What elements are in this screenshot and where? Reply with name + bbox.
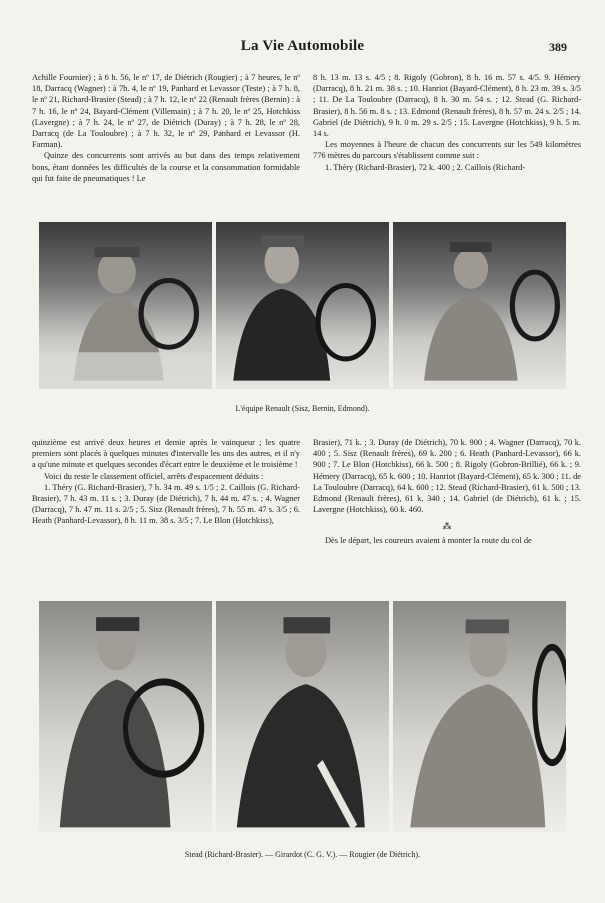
page-header: [0, 38, 605, 58]
paragraph: Voici du reste le classement officiel, arrêts d'espacement déduits :: [44, 471, 264, 481]
paragraph: Les moyennes à l'heure de chacun des concurrents sur les 549 kilomètres 776 mètres du parcours s'établissent comme suit :: [313, 140, 581, 161]
paragraph: 1. Théry (G. Richard-Brasier), 7 h. 34 m. 49 s. 1/5 ; 2. Caillois (G. Richard-Brasier), 7 h. 43 m. 11 s. ; 3. Duray (de Diétrich), 7 h. 44 m. 47 s. ; 4. Wagner (Darracq), 7 h. 47 m. 11 s. 2/5 ; 5. Sisz (Renault frères), 7 h. 55 m. 47 s. 3/5 ; 6. Heath (Panhard-Levassor), 8 h. 11 m. 38 s. 3/5 ; 7. Le Blon (Hotchkiss),: [32, 482, 300, 526]
text-column-bottom-right: [313, 437, 581, 546]
photo-driver-edmond: [393, 222, 566, 389]
paragraph: Brasier), 71 k. ; 3. Duray (de Diétrich), 70 k. 900 ; 4. Wagner (Darracq), 70 k. 400 ; 5. Sisz (Renault frères), 69 k. 200 ; 6. Heath (Panhard-Levassor), 66 k. 900 ; 7. Le Blon (Hotchkiss), 66 k. 500 ; 8. Rigoly (Gobron-Brillié), 66 k. ; 9. Hémery (Darracq), 65 k. 600 ; 10. Hanriot (Bayard-Clément), 65 k. 300 ; 11. de La Touloubre (Darracq), 64 k. 600 ; 12. Stead (Richard-Brasier), 61 k. 500 ; 13. Edmond (Renault frères), 61 k. 340 ; 14. Gabriel (de Diétrich), 61 k. ; 15. Lavergne (Hotchkiss), 60 k. 460.: [313, 438, 581, 515]
section-separator: ⁂: [442, 521, 452, 532]
paragraph: quinzième est arrivé deux heures et demie après le vainqueur ; les quatre premiers sont placés à quelques minutes d'intervalle les uns des autres, et il n'y a qu'une minute et quelques secondes d'écart entre le deuxième et le troisième !: [32, 438, 300, 470]
photo-driver-bernin: [216, 222, 389, 389]
journal-title: La Vie Automobile: [240, 38, 365, 54]
photo-caption: L'équipe Renault (Sisz, Bernin, Edmond).: [235, 404, 370, 413]
text-column-bottom-left: [32, 437, 300, 527]
paragraph: 8 h. 13 m. 13 s. 4/5 ; 8. Rigoly (Gobron), 8 h. 16 m. 57 s. 4/5. 9. Hémery (Darracq), 8 h. 21 m. 38 s. ; 10. Hanriot (Bayard-Clément), 8 h. 23 m. 39 s. 3/5 ; 11. De La Touloubre (Darracq), 8 h. 30 m. 54 s. ; 12. Stead (G. Richard-Brasier), 8 h. 56 m. 8 s. ; 13. Edmond (Renault frères), 8 h. 57 m. 24 s. 2/5 ; 14. Gabriel (de Diétrich), 9 h. 0 m. 29 s. 2/5 ; 15. Lavergne (Hotchkiss), 9 h. 5 m. 14 s.: [313, 73, 581, 139]
paragraph: Dès le départ, les coureurs avaient à monter la route du col de: [325, 535, 532, 545]
text-column-top-left: [32, 72, 300, 184]
paragraph: Achille Fournier) ; à 6 h. 56, le nº 17, de Diétrich (Rougier) ; à 7 heures, le nº 18, Darracq (Wagner) : à 7h. 4, le nº 19, Panhard et Levassor (Teste) ; à 7 h. 8, le nº 21, Richard-Brasier (Stead) ; à 7 h. 12, le nº 22 (Renault frères (Bernin) : à 7 h. 16, le nº 24, Bayard-Clément (Villemain) ; à 7 h. 20, le nº 25, Hotchkiss (Lavergne) ; à 7 h. 24, le nº 27, de Diétrich (Duray) ; à 7 h. 28, le nº 28, Darracq (de La Touloubre) ; à 7 h. 32, le nº 29, Panhard et Levassor (H. Farman).: [32, 73, 300, 150]
photo-caption: Stead (Richard-Brasier). — Girardot (C. G. V.). — Rougier (de Diétrich).: [184, 850, 421, 859]
photo-driver-stead: [39, 601, 212, 832]
text-column-top-right: [313, 72, 581, 173]
paragraph: Quinze des concurrents sont arrivés au but dans des temps relativement bons, étant données les difficultés de la course et la consommation formidable qui fut faite de pneumatiques ! Le: [32, 151, 300, 183]
page-number: 389: [549, 40, 567, 54]
photo-strip-drivers: [39, 601, 566, 832]
photo-driver-sisz: [39, 222, 212, 389]
photo-driver-girardot: [216, 601, 389, 832]
photo-strip-renault-team: [39, 222, 566, 389]
paragraph: 1. Théry (Richard-Brasier), 72 k. 400 ; 2. Caillois (Richard-: [325, 162, 526, 172]
photo-driver-rougier: [393, 601, 566, 832]
